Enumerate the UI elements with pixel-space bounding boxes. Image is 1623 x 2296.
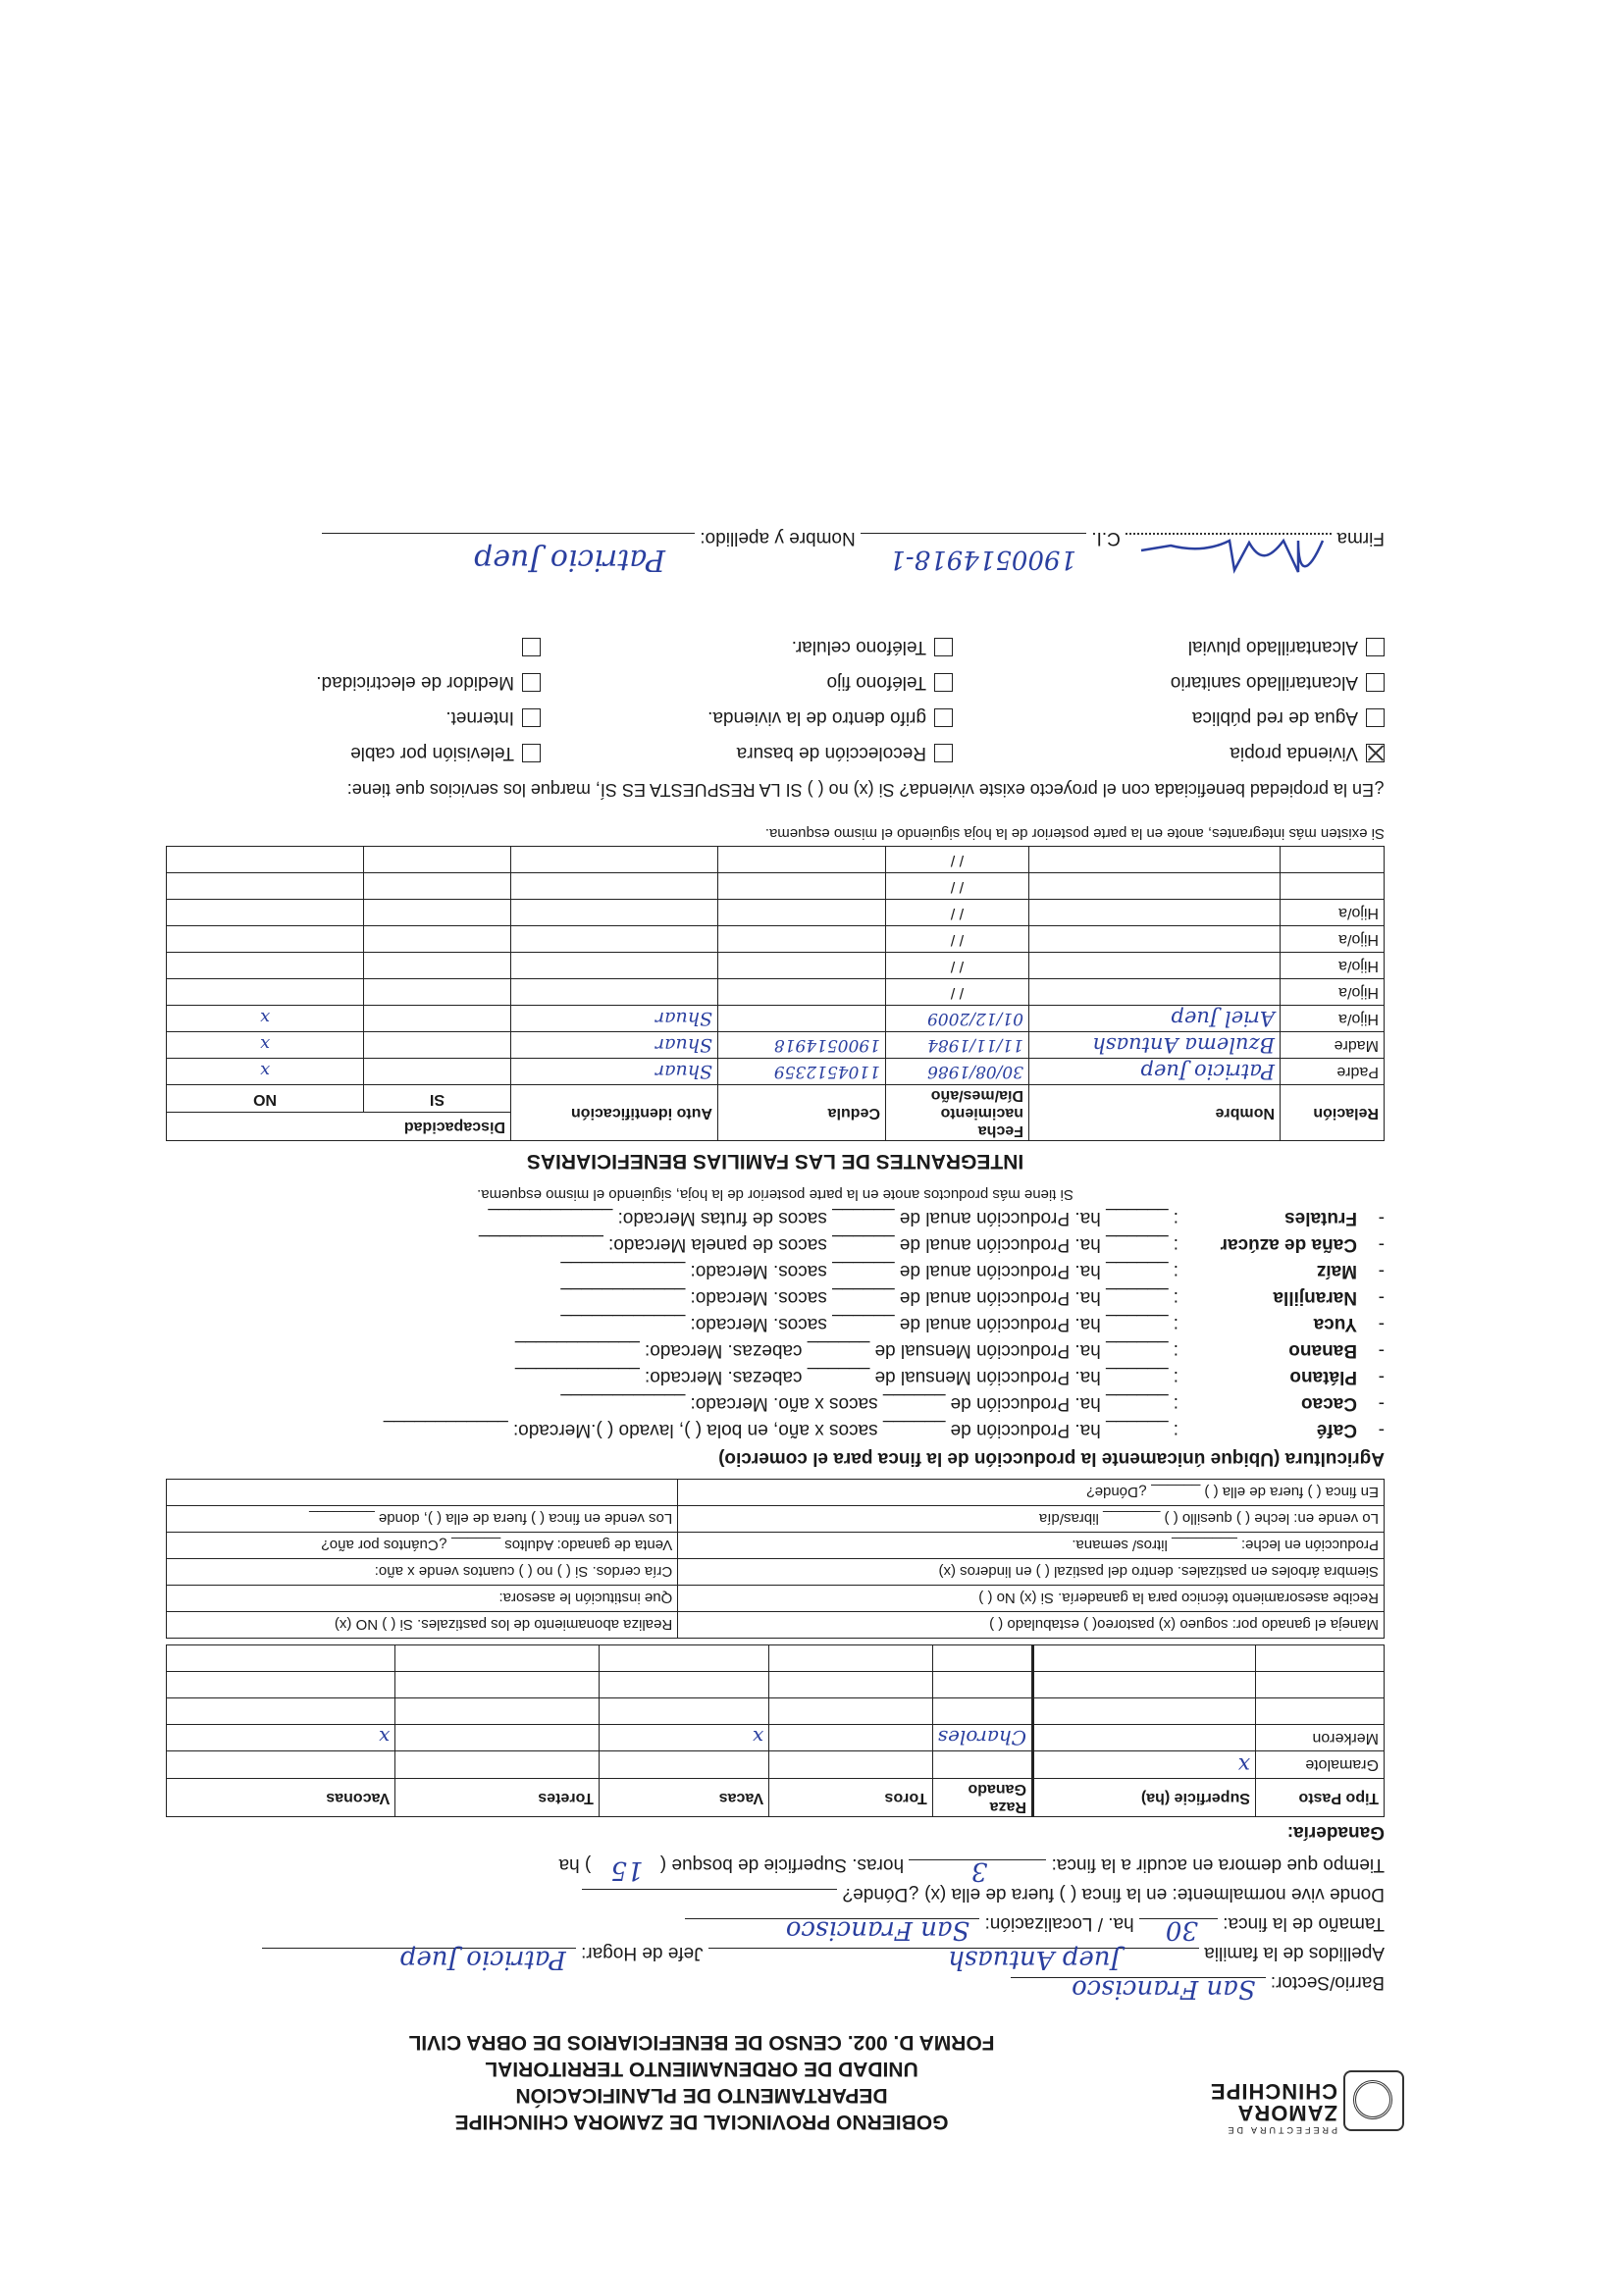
horas-text: horas. Superficie de bosque ( (659, 1854, 905, 1875)
member-relacion (1281, 873, 1385, 900)
tiempo-field[interactable] (909, 1856, 1046, 1886)
agricultura-note: Si tiene más productos anote en la parte posterior de la hoja, siguiendo el mismo esquema. (477, 1186, 1073, 1203)
bosque-value: 15 (610, 1855, 644, 1885)
crop-name: Cacao (1300, 1393, 1357, 1414)
member-fecha[interactable]: / / (886, 873, 1029, 900)
col-nombre: Nombre (1029, 1085, 1281, 1141)
service-otro[interactable] (514, 636, 541, 657)
crop-row-maiz: - Maíz : ______ ha. Producción anual de ______ sacos. Mercado: ____________ (166, 1258, 1385, 1284)
member-row (167, 900, 1385, 926)
checkbox-icon (934, 744, 953, 762)
cell[interactable] (1256, 1645, 1385, 1672)
jefe-label: Jefe de Hogar: (581, 1943, 704, 1963)
col-vaconas: Vaconas (167, 1779, 395, 1817)
tamano-label: Tamaño de la finca: (1223, 1913, 1385, 1934)
service-vivienda-propia[interactable] (1230, 742, 1385, 763)
form-header (166, 1998, 1385, 2135)
gramalote-mark: x (1237, 1752, 1250, 1777)
member-fecha-value: 01/12/2009 (927, 1009, 1023, 1028)
info-cell[interactable]: Producción en leche: ________ litros/ semana. (678, 1533, 1385, 1559)
tamano-line (166, 1909, 1385, 1945)
cell[interactable] (1256, 1672, 1385, 1698)
member-row (167, 953, 1385, 979)
service-label: Medidor de electricidad. (316, 672, 514, 693)
member-relacion: Hijo/a (1281, 1006, 1385, 1032)
census-form (166, 508, 1385, 2135)
ganaderia-table (166, 1644, 1385, 1817)
donde-field[interactable] (582, 1889, 837, 1909)
integrantes-table (166, 846, 1385, 1141)
service-recoleccion-basura[interactable] (737, 742, 953, 763)
cell[interactable] (1033, 1751, 1256, 1779)
service-label: Televisión por cable (350, 743, 514, 763)
cell[interactable] (769, 1751, 933, 1779)
barrio-label: Barrio/Sector: (1270, 1972, 1385, 1993)
service-medidor[interactable] (316, 671, 541, 693)
localizacion-field[interactable] (685, 1915, 979, 1945)
crop-fields[interactable]: : ______ ha. Producción de ______ sacos x año, en bola ( ), lavado ( ).Mercado: ____________ (383, 1420, 1178, 1440)
cell[interactable] (395, 1698, 600, 1725)
cell[interactable] (1033, 1672, 1256, 1698)
crop-name: Café (1316, 1420, 1357, 1440)
crop-fields[interactable]: : ______ ha. Producción anual de ______ sacos de frutas Mercado: ____________ (488, 1208, 1178, 1228)
crop-fields[interactable]: : ______ ha. Producción anual de ______ sacos de panela Mercado: ____________ (478, 1234, 1178, 1255)
member-fecha[interactable]: / / (886, 953, 1029, 979)
info-row (167, 1533, 1385, 1559)
agricultura-title: Agricultura (1284, 1448, 1385, 1469)
cell[interactable] (1033, 1698, 1256, 1725)
title-forma: FORMA D. 002. CENSO DE BENEFICIARIOS DE OBRA CIVIL (408, 2031, 995, 2054)
checkbox-icon (522, 638, 541, 656)
logo-small-text: PREFECTURA DE (1225, 2125, 1337, 2135)
member-autoid[interactable] (511, 926, 718, 953)
info-cell[interactable]: Realiza abonamiento de los pastizales. Si ( ) NO (x) (167, 1612, 678, 1639)
member-disc-no[interactable] (167, 1006, 364, 1032)
member-disc-si[interactable] (364, 953, 511, 979)
member-autoid-value: Shuar (655, 1008, 712, 1029)
member-row (167, 979, 1385, 1006)
service-label: grifo dentro de la vivienda. (707, 707, 926, 728)
member-disc-no[interactable] (167, 1032, 364, 1059)
member-disc-si[interactable] (364, 926, 511, 953)
service-telefono-fijo[interactable] (827, 671, 953, 693)
localizacion-value: San Francisco (785, 1915, 970, 1945)
tamano-value: 30 (1165, 1915, 1198, 1945)
member-nombre[interactable] (1029, 1059, 1281, 1085)
service-label: Recolección de basura (736, 743, 926, 763)
integrantes-note: Si existen más integrantes, anote en la parte posterior de la hoja siguiendo el mismo esquema. (764, 825, 1385, 842)
info-row (167, 1480, 1385, 1506)
vive-text: Donde vive normalmente: en la finca ( ) fuera de ella (x) ¿Dónde? (842, 1884, 1385, 1905)
member-cedula[interactable] (718, 926, 886, 953)
integrantes-title: INTEGRANTES DE LAS FAMILIAS BENEFICIARIAS (526, 1150, 1024, 1173)
member-fecha-value: 30/08/1986 (927, 1062, 1023, 1081)
service-label: Vivienda propia (1230, 743, 1358, 763)
cell[interactable] (167, 1751, 395, 1779)
member-row (167, 847, 1385, 873)
checkbox-icon (1366, 638, 1385, 656)
service-television-cable[interactable] (350, 742, 541, 763)
ganaderia-info-table (166, 1479, 1385, 1639)
ganaderia-row (167, 1672, 1385, 1698)
col-raza: Raza Ganado (932, 1779, 1032, 1817)
member-row (167, 926, 1385, 953)
member-nombre[interactable] (1029, 926, 1281, 953)
service-label: Agua de red pública (1191, 707, 1358, 728)
service-label: Alcantarillado pluvial (1187, 637, 1358, 657)
member-nombre[interactable] (1029, 1006, 1281, 1032)
tiempo-line (166, 1851, 1385, 1886)
crop-fields[interactable]: : ______ ha. Producción Mensual de ______ cabezas. Mercado: ____________ (514, 1367, 1178, 1387)
crop-row-cafe: - Café : ______ ha. Producción de ______ sacos x año, en bola ( ), lavado ( ).Mercado: ____________ (166, 1417, 1385, 1443)
member-autoid[interactable] (511, 900, 718, 926)
info-cell[interactable] (167, 1480, 678, 1506)
checkbox-icon (934, 673, 953, 692)
member-disc-si[interactable] (364, 900, 511, 926)
member-row (167, 1006, 1385, 1032)
member-fecha-value: 11/11/1984 (927, 1035, 1023, 1055)
member-row (167, 1059, 1385, 1085)
title-departamento: DEPARTAMENTO DE PLANIFICACIÓN (515, 2084, 888, 2107)
member-disc-no[interactable] (167, 873, 364, 900)
service-telefono-celular[interactable] (792, 636, 953, 657)
raza-value: Charoles (937, 1726, 1026, 1749)
cell[interactable] (769, 1672, 933, 1698)
crop-name: Caña de azúcar (1220, 1234, 1357, 1255)
logo-line2: CHINCHIPE (1209, 2079, 1337, 2104)
cell[interactable] (395, 1751, 600, 1779)
member-autoid[interactable] (511, 1006, 718, 1032)
crop-row-yuca: - Yuca : ______ ha. Producción anual de ______ sacos. Mercado: ____________ (166, 1311, 1385, 1337)
info-cell[interactable]: En finca ( ) fuera de ella ( ) ______ ¿Dónde? (678, 1480, 1385, 1506)
member-nombre[interactable] (1029, 1032, 1281, 1059)
member-cedula-value: 1104512359 (773, 1062, 880, 1081)
member-disc-no[interactable] (167, 979, 364, 1006)
member-autoid[interactable] (511, 979, 718, 1006)
cell[interactable] (932, 1645, 1032, 1672)
col-cedula: Cedula (718, 1085, 886, 1141)
cell[interactable] (769, 1725, 933, 1751)
member-disc-no[interactable] (167, 900, 364, 926)
member-autoid-value: Shuar (655, 1061, 712, 1082)
cell[interactable]: Gramalote (1256, 1751, 1385, 1779)
firma-line (166, 508, 1385, 577)
member-disc-si[interactable] (364, 1006, 511, 1032)
cell[interactable] (395, 1672, 600, 1698)
crop-name: Banano (1288, 1340, 1357, 1361)
service-alcantarillado-sanitario[interactable] (1171, 671, 1385, 693)
member-nombre[interactable] (1029, 900, 1281, 926)
member-nombre[interactable] (1029, 873, 1281, 900)
cell[interactable] (395, 1645, 600, 1672)
info-cell[interactable]: Recibe asesoramiento técnico para la ganadería. Si (x) No ( ) (678, 1586, 1385, 1612)
member-disc-no-value: x (259, 1061, 271, 1082)
member-relacion: Hijo/a (1281, 926, 1385, 953)
crop-fields[interactable]: : ______ ha. Producción anual de ______ sacos. Mercado: ____________ (560, 1314, 1178, 1334)
crop-name: Maíz (1316, 1261, 1357, 1281)
crop-row-frutales: - Frutales : ______ ha. Producción anual de ______ sacos de frutas Mercado: ____________ (166, 1205, 1385, 1231)
service-label: Alcantarillado sanitario (1170, 672, 1358, 693)
member-cedula[interactable] (718, 1059, 886, 1085)
member-autoid[interactable] (511, 873, 718, 900)
cell[interactable] (599, 1645, 768, 1672)
member-cedula[interactable] (718, 1032, 886, 1059)
crop-row-cacao: - Cacao : ______ ha. Producción de ______ sacos x año. Mercado: ____________ (166, 1390, 1385, 1417)
cell[interactable] (932, 1698, 1032, 1725)
member-cedula[interactable] (718, 873, 886, 900)
prefectura-logo (1208, 2064, 1404, 2135)
member-relacion: Padre (1281, 1059, 1385, 1085)
checkbox-icon (522, 708, 541, 727)
col-disc-no: NO (167, 1085, 364, 1114)
vivienda-question: ¿En la propiedad beneficiada con el proyecto existe vivienda? Si (x) no ( ) SI LA RESPUESTA ES SÍ, marque los servicios que tiene: (346, 780, 1385, 800)
seal-icon (1343, 2070, 1404, 2131)
ganaderia-header-row (167, 1779, 1385, 1817)
service-label: Internet. (445, 707, 514, 728)
member-cedula-value: 1900514918 (773, 1035, 880, 1055)
col-tipo-pasto: Tipo Pasto (1256, 1779, 1385, 1817)
crop-list (166, 1205, 1385, 1443)
col-vacas: Vacas (599, 1779, 768, 1817)
member-row (167, 873, 1385, 900)
member-nombre-value: Ariel Juep (1171, 1007, 1275, 1030)
member-disc-no[interactable] (167, 953, 364, 979)
cell[interactable]: Merkeron (1256, 1725, 1385, 1751)
vive-line (166, 1880, 1385, 1909)
crop-name: Naranjilla (1273, 1287, 1357, 1308)
member-disc-si[interactable] (364, 847, 511, 873)
member-cedula[interactable] (718, 900, 886, 926)
crop-row-naranjilla: - Naranjilla : ______ ha. Producción anual de ______ sacos. Mercado: ____________ (166, 1284, 1385, 1311)
crop-name: Frutales (1284, 1208, 1357, 1228)
member-relacion: Hijo/a (1281, 900, 1385, 926)
ci-field[interactable] (861, 533, 1086, 574)
info-cell[interactable]: Que institución le asesora: (167, 1586, 678, 1612)
member-autoid[interactable] (511, 847, 718, 873)
member-disc-si[interactable] (364, 1032, 511, 1059)
ha-text: ) ha (558, 1854, 592, 1875)
ganaderia-row (167, 1698, 1385, 1725)
member-cedula[interactable] (718, 953, 886, 979)
member-autoid[interactable] (511, 953, 718, 979)
cell[interactable] (167, 1725, 395, 1751)
nombre-label: Nombre y apellido: (700, 528, 856, 548)
cell[interactable] (769, 1645, 933, 1672)
info-row (167, 1586, 1385, 1612)
service-alcantarillado-pluvial[interactable] (1188, 636, 1385, 657)
member-disc-no[interactable] (167, 926, 364, 953)
info-cell[interactable]: Lo vende en: leche ( ) quesillo ( ) _______ libras/día (678, 1506, 1385, 1533)
member-fecha[interactable]: / / (886, 847, 1029, 873)
member-nombre[interactable] (1029, 847, 1281, 873)
service-agua-red[interactable] (1192, 706, 1385, 728)
member-disc-si[interactable] (364, 979, 511, 1006)
cell[interactable] (395, 1725, 600, 1751)
member-disc-si[interactable] (364, 873, 511, 900)
member-fecha[interactable]: / / (886, 979, 1029, 1006)
member-disc-no-value: x (259, 1008, 271, 1029)
ganaderia-row (167, 1645, 1385, 1672)
checkbox-icon (522, 673, 541, 692)
ganaderia-row (167, 1725, 1385, 1751)
apellidos-line (166, 1939, 1385, 1974)
cell[interactable] (932, 1725, 1032, 1751)
signature-scribble-icon (1131, 531, 1328, 580)
member-fecha[interactable]: / / (886, 926, 1029, 953)
col-toretes: Toretes (395, 1779, 600, 1817)
checkbox-icon (934, 638, 953, 656)
member-nombre-value: Bzulema Antuash (1092, 1033, 1275, 1057)
member-relacion: Hijo/a (1281, 979, 1385, 1006)
firma-label: Firma (1336, 528, 1385, 548)
agricultura-heading (166, 1443, 1385, 1473)
col-discapacidad: Discapacidad (167, 1113, 511, 1141)
cell[interactable] (599, 1672, 768, 1698)
member-relacion: Madre (1281, 1032, 1385, 1059)
info-cell[interactable]: Venta de ganado: Adultos ______ ¿Cuántos por año? (167, 1533, 678, 1559)
member-relacion (1281, 847, 1385, 873)
member-fecha[interactable] (886, 1059, 1029, 1085)
service-label: Teléfono fijo (826, 672, 926, 693)
barrio-value: San Francisco (1072, 1974, 1256, 2004)
apellidos-value: Juep Antuash (948, 1945, 1121, 1974)
member-nombre[interactable] (1029, 979, 1281, 1006)
member-fecha[interactable] (886, 1006, 1029, 1032)
tiempo-text: Tiempo que demora en acudir a la finca: (1051, 1854, 1385, 1875)
member-cedula[interactable] (718, 847, 886, 873)
member-nombre-value: Patricio Juep (1140, 1060, 1275, 1083)
header-titles (166, 2029, 1237, 2135)
crop-name: Plátano (1289, 1367, 1357, 1387)
col-superficie: Superficie (ha) (1033, 1779, 1256, 1817)
cell[interactable] (932, 1751, 1032, 1779)
service-label: Teléfono celular. (791, 637, 926, 657)
member-autoid[interactable] (511, 1032, 718, 1059)
crop-row-platano: - Plátano : ______ ha. Producción Mensual de ______ cabezas. Mercado: ____________ (166, 1364, 1385, 1390)
cell[interactable] (769, 1698, 933, 1725)
member-disc-no-value: x (259, 1034, 271, 1056)
tiempo-value: 3 (970, 1856, 988, 1886)
member-cedula[interactable] (718, 1006, 886, 1032)
crop-row-banano: - Banano : ______ ha. Producción Mensual de ______ cabezas. Mercado: ____________ (166, 1337, 1385, 1364)
cell[interactable] (1256, 1698, 1385, 1725)
jefe-field[interactable] (262, 1945, 576, 1974)
col-toros: Toros (769, 1779, 933, 1817)
ci-value: 1900514918-1 (889, 545, 1077, 574)
ganaderia-title: Ganadería: (1286, 1822, 1385, 1843)
service-grifo[interactable] (707, 706, 953, 728)
tamano-field[interactable] (1139, 1915, 1218, 1945)
info-cell[interactable]: Cría cerdos. Si ( ) no ( ) cuantos vende x año: (167, 1559, 678, 1586)
info-row (167, 1506, 1385, 1533)
member-cedula[interactable] (718, 979, 886, 1006)
ganaderia-row (167, 1751, 1385, 1779)
logo-line1: ZAMORA (1236, 2101, 1337, 2125)
cell[interactable] (599, 1698, 768, 1725)
barrio-field[interactable] (1011, 1974, 1266, 2004)
cell[interactable] (1033, 1725, 1256, 1751)
info-cell[interactable]: Siembra árboles en pastizales. dentro del pastizal ( ) en linderos (x) (678, 1559, 1385, 1586)
member-disc-no[interactable] (167, 1059, 364, 1085)
checkbox-icon (522, 744, 541, 762)
integrantes-header-row (167, 1113, 1385, 1141)
col-autoid: Auto identificación (511, 1085, 718, 1141)
member-row (167, 1032, 1385, 1059)
member-fecha[interactable] (886, 1032, 1029, 1059)
crop-row-cana: - Caña de azúcar : ______ ha. Producción anual de ______ sacos de panela Mercado: ____________ (166, 1231, 1385, 1258)
checkbox-icon (1366, 673, 1385, 692)
member-autoid[interactable] (511, 1059, 718, 1085)
member-relacion: Hijo/a (1281, 953, 1385, 979)
info-cell[interactable]: Maneja el ganado por: sogueo (x) pastoreo( ) estabulado ( ) (678, 1612, 1385, 1639)
crop-fields[interactable]: : ______ ha. Producción anual de ______ sacos. Mercado: ____________ (560, 1287, 1178, 1308)
vacas-mark: x (752, 1726, 764, 1749)
barrio-line (166, 1968, 1385, 2004)
cell[interactable] (599, 1751, 768, 1779)
cell[interactable] (167, 1645, 395, 1672)
nombre-field[interactable] (322, 533, 695, 577)
member-autoid-value: Shuar (655, 1034, 712, 1056)
member-fecha[interactable]: / / (886, 900, 1029, 926)
agricultura-subtitle: (Ubique únicamente la producción de la finca para el comercio) (718, 1448, 1281, 1469)
title-gobierno: GOBIERNO PROVINCIAL DE ZAMORA CHINCHIPE (454, 2111, 949, 2133)
cell[interactable] (1033, 1645, 1256, 1672)
services-grid (166, 616, 1385, 763)
member-disc-si[interactable] (364, 1059, 511, 1085)
crop-fields[interactable]: : ______ ha. Producción de ______ sacos x año. Mercado: ____________ (560, 1393, 1178, 1414)
nombre-value: Patricio Juep (474, 543, 666, 577)
checkbox-icon (1366, 708, 1385, 727)
info-row (167, 1559, 1385, 1586)
apellidos-field[interactable] (708, 1945, 1199, 1974)
vaconas-mark: x (378, 1726, 391, 1749)
info-row (167, 1612, 1385, 1639)
cell[interactable] (599, 1725, 768, 1751)
apellidos-label: Apellidos de la familia (1204, 1943, 1385, 1963)
crop-fields[interactable]: : ______ ha. Producción Mensual de ______ cabezas. Mercado: ____________ (514, 1340, 1178, 1361)
crop-name: Yuca (1313, 1314, 1357, 1334)
checkbox-icon (934, 708, 953, 727)
ci-label: C.I. (1091, 528, 1121, 548)
tamano-unit: ha. / Localización: (984, 1913, 1134, 1934)
col-relacion: Relación (1281, 1085, 1385, 1141)
checkbox-checked-icon (1366, 744, 1385, 762)
jefe-value: Patricio Juep (399, 1945, 566, 1974)
member-nombre[interactable] (1029, 953, 1281, 979)
member-disc-no[interactable] (167, 847, 364, 873)
col-fecha: Fecha nacimiento Día/mes/año (886, 1085, 1029, 1141)
bosque-field[interactable] (597, 1855, 655, 1885)
cell[interactable] (167, 1698, 395, 1725)
signature-field[interactable] (1126, 533, 1332, 560)
crop-fields[interactable]: : ______ ha. Producción anual de ______ sacos. Mercado: ____________ (560, 1261, 1178, 1281)
cell[interactable] (932, 1672, 1032, 1698)
cell[interactable] (167, 1672, 395, 1698)
service-internet[interactable] (445, 706, 541, 728)
col-disc-si: SI (364, 1085, 511, 1114)
info-cell[interactable]: Los vende en finca ( ) fuera de ella ( ), donde ________ (167, 1506, 678, 1533)
title-unidad: UNIDAD DE ORDENAMIENTO TERRITORIAL (485, 2058, 918, 2080)
